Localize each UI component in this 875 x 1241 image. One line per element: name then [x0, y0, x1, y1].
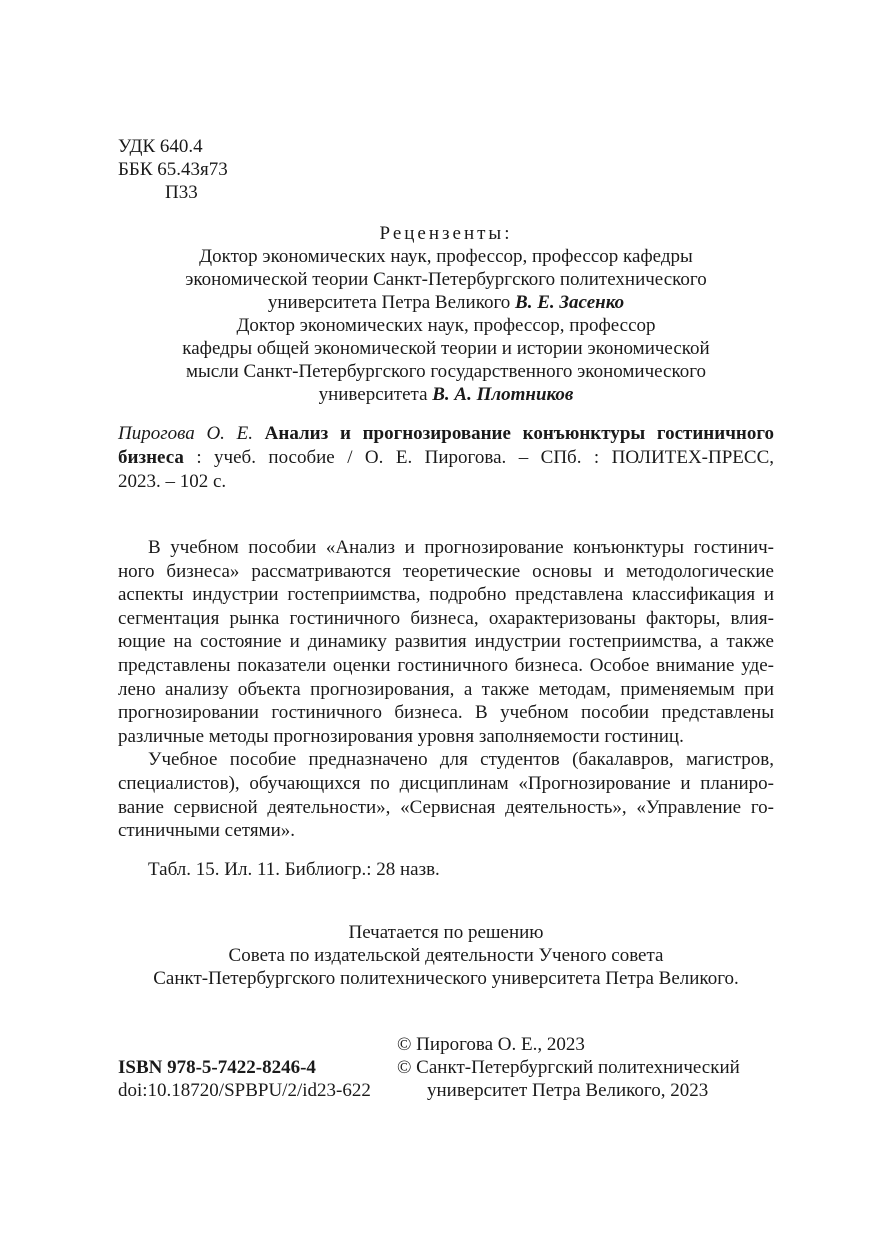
annotation-p1-line: В учебном пособии «Анализ и прогнозирование конъюнктуры гостинич-	[148, 537, 774, 558]
reviewer-2-line-4	[118, 383, 774, 406]
bibliographic-title: Анализ и прогнозирование конъюнктуры гостиничного	[264, 423, 775, 444]
annotation-p1-line: различные методы прогнозирования уровня заполняемости гостиниц.	[118, 725, 684, 747]
annotation-p2-line: вание сервисной деятельности», «Сервисная деятельность», «Управление го-	[118, 796, 774, 818]
reviewer-1-line-2: экономической теории Санкт-Петербургского политехнического	[185, 269, 707, 290]
bibliographic-line-1	[118, 422, 774, 446]
udk-code: УДК 640.4	[118, 136, 203, 157]
reviewer-1-name: В. Е. Засенко	[515, 292, 625, 313]
isbn: ISBN 978-5-7422-8246-4	[118, 1057, 316, 1078]
reviewer-2-line-3: мысли Санкт-Петербургского государственного экономического	[185, 361, 707, 382]
reviewer-1-affiliation: университета Петра Великого	[267, 292, 516, 313]
annotation-p2-line: специалистов), обучающихся по дисциплинам «Прогнозирование и планиро-	[118, 773, 774, 794]
annotation-p1-line: ного бизнеса» рассматриваются теоретические основы и методологические	[118, 560, 774, 582]
annotation-p1-line: ющие на состояние и динамику развития индустрии гостеприимства, а также	[118, 631, 774, 653]
bibliographic-line-3: 2023. – 102 с.	[118, 471, 227, 492]
bibliographic-details: : учеб. пособие / О. Е. Пирогова. – СПб. : ПОЛИТЕХ-ПРЕСС,	[183, 447, 774, 468]
annotation-p2-line: Учебное пособие предназначено для студентов (бакалавров, магистров,	[148, 749, 774, 771]
reviewer-2-name: В. А. Плотников	[432, 384, 574, 405]
publication-note-line-2: Совета по издательской деятельности Ученого совета	[228, 945, 664, 966]
publication-note-line-3: Санкт-Петербургского политехнического университета Петра Великого.	[153, 968, 739, 989]
bibliographic-author: Пирогова О. Е.	[118, 423, 253, 444]
annotation-stats: Табл. 15. Ил. 11. Библиогр.: 28 назв.	[148, 859, 440, 880]
bbk-code: ББК 65.43я73	[118, 159, 228, 180]
annotation-p1-line: аспекты индустрии гостеприимства, подробно представлена классификация и	[118, 584, 774, 606]
reviewer-1-line-1: Доктор экономических наук, профессор, профессор кафедры	[199, 246, 693, 267]
annotation-p1-line: представлены показатели оценки гостиничного бизнеса. Особое внимание уде-	[118, 655, 774, 676]
reviewer-2-line-1: Доктор экономических наук, профессор, профессор	[236, 315, 656, 336]
reviewers-heading: Рецензенты:	[379, 223, 513, 244]
bibliographic-line-2	[118, 446, 774, 470]
annotation-p1-line: прогнозировании гостиничного бизнеса. В учебном пособии представлены	[118, 702, 774, 724]
publication-note-line-1: Печатается по решению	[348, 922, 544, 943]
copyright-author: © Пирогова О. Е., 2023	[397, 1034, 585, 1055]
doi: doi:10.18720/SPBPU/2/id23-622	[118, 1080, 371, 1101]
copyright-publisher-cont: университет Петра Великого, 2023	[427, 1080, 709, 1101]
annotation-p1-line: лено анализу объекта прогнозирования, а также методам, применяемым при	[118, 678, 774, 700]
reviewer-1-line-3	[118, 291, 774, 314]
copyright-publisher: © Санкт-Петербургский политехнический	[397, 1057, 740, 1078]
annotation-p1-line: сегментация рынка гостиничного бизнеса, охарактеризованы факторы, влия-	[118, 607, 774, 629]
author-mark: П33	[165, 182, 198, 203]
reviewer-2-affiliation: университета	[318, 384, 433, 405]
reviewer-2-line-2: кафедры общей экономической теории и истории экономической	[182, 338, 710, 359]
annotation-p2-line: стиничными сетями».	[118, 820, 296, 842]
bibliographic-title-end: бизнеса	[118, 447, 184, 468]
